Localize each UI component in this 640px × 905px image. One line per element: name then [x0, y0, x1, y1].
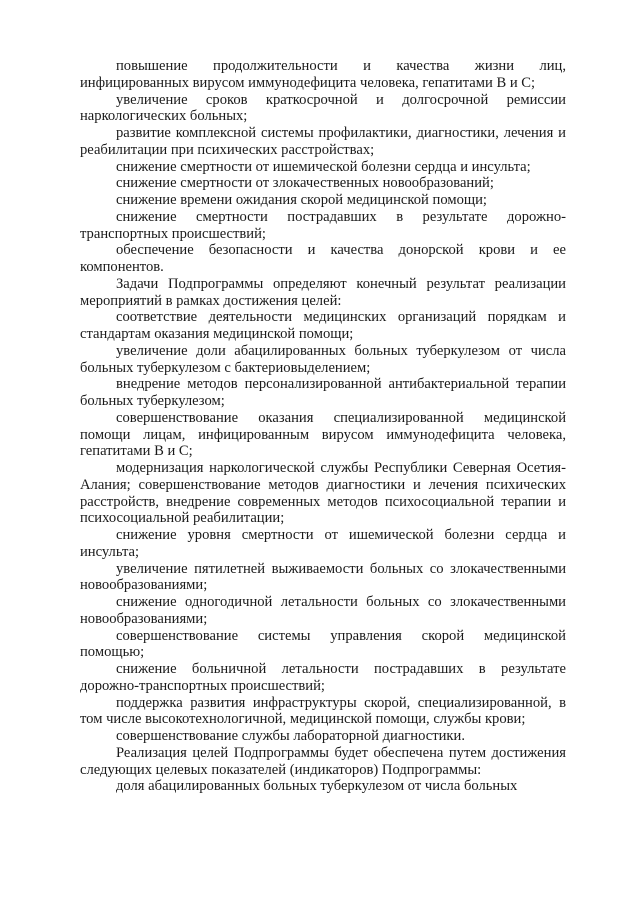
paragraph-task-standards: соответствие деятельности медицинских организаций порядкам и стандартам оказания медицинской помощи; [80, 309, 566, 342]
paragraph-goal-road-mortality: снижение смертности пострадавших в результате дорожно-транспортных происшествий; [80, 208, 566, 242]
paragraph-task-tb-therapy: внедрение методов персонализированной антибактериальной терапии больных туберкулезом; [80, 376, 566, 409]
paragraph-task-infrastructure: поддержка развития инфраструктуры скорой, специализированной, в том числе высокотехнологичной, медицинской помощи, службы крови; [80, 694, 566, 728]
paragraph-task-cancer-lethality: снижение одногодичной летальности больных со злокачественными новообразованиями; [80, 594, 566, 627]
paragraph-goal-hiv-life-quality: повышение продолжительности и качества жизни лиц, инфицированных вирусом иммунодефицита человека, гепатитами В и С; [80, 58, 566, 91]
paragraph-task-tb-abacillated: увеличение доли абацилированных больных туберкулезом от числа больных туберкулезом с бактериовыделением; [80, 342, 566, 376]
paragraph-task-hiv-care: совершенствование оказания специализированной медицинской помощи лицам, инфицированным вирусом иммунодефицита человека, гепатитами В и С; [80, 409, 566, 460]
paragraph-goal-remission: увеличение сроков краткосрочной и долгосрочной ремиссии наркологических больных; [80, 91, 566, 125]
paragraph-indicators-intro: Реализация целей Подпрограммы будет обеспечена путем достижения следующих целевых показателей (индикаторов) Подпрограммы: [80, 744, 566, 778]
document-page [80, 58, 566, 795]
paragraph-goal-cardio-mortality: снижение смертности от ишемической болезни сердца и инсульта; [116, 158, 531, 175]
paragraph-goal-mental-health: развитие комплексной системы профилактики, диагностики, лечения и реабилитации при психических расстройствах; [80, 125, 566, 158]
paragraph-indicator-tb: доля абацилированных больных туберкулезом от числа больных [116, 778, 518, 795]
paragraph-goal-cancer-mortality: снижение смертности от злокачественных новообразований; [116, 175, 494, 192]
paragraph-task-road-lethality: снижение больничной летальности пострадавших в результате дорожно-транспортных происшествий; [80, 661, 566, 694]
paragraph-goal-blood-safety: обеспечение безопасности и качества донорской крови и ее компонентов. [80, 242, 566, 275]
paragraph-task-ambulance-management: совершенствование системы управления скорой медицинской помощью; [80, 627, 566, 661]
paragraph-task-cardio: снижение уровня смертности от ишемической болезни сердца и инсульта; [80, 527, 566, 560]
paragraph-task-cancer-survival: увеличение пятилетней выживаемости больных со злокачественными новообразованиями; [80, 560, 566, 594]
paragraph-task-lab-diagnostics: совершенствование службы лабораторной диагностики. [116, 728, 465, 744]
paragraph-task-narcology: модернизация наркологической службы Республики Северная Осетия-Алания; совершенствование методов диагностики и лечения психических расстройств, внедрение современных методов психосоциальной терапии и психосоциальной реабилитации; [80, 460, 566, 527]
paragraph-tasks-intro: Задачи Подпрограммы определяют конечный результат реализации мероприятий в рамках достижения целей: [80, 275, 566, 309]
paragraph-goal-ambulance-wait: снижение времени ожидания скорой медицинской помощи; [116, 192, 487, 208]
